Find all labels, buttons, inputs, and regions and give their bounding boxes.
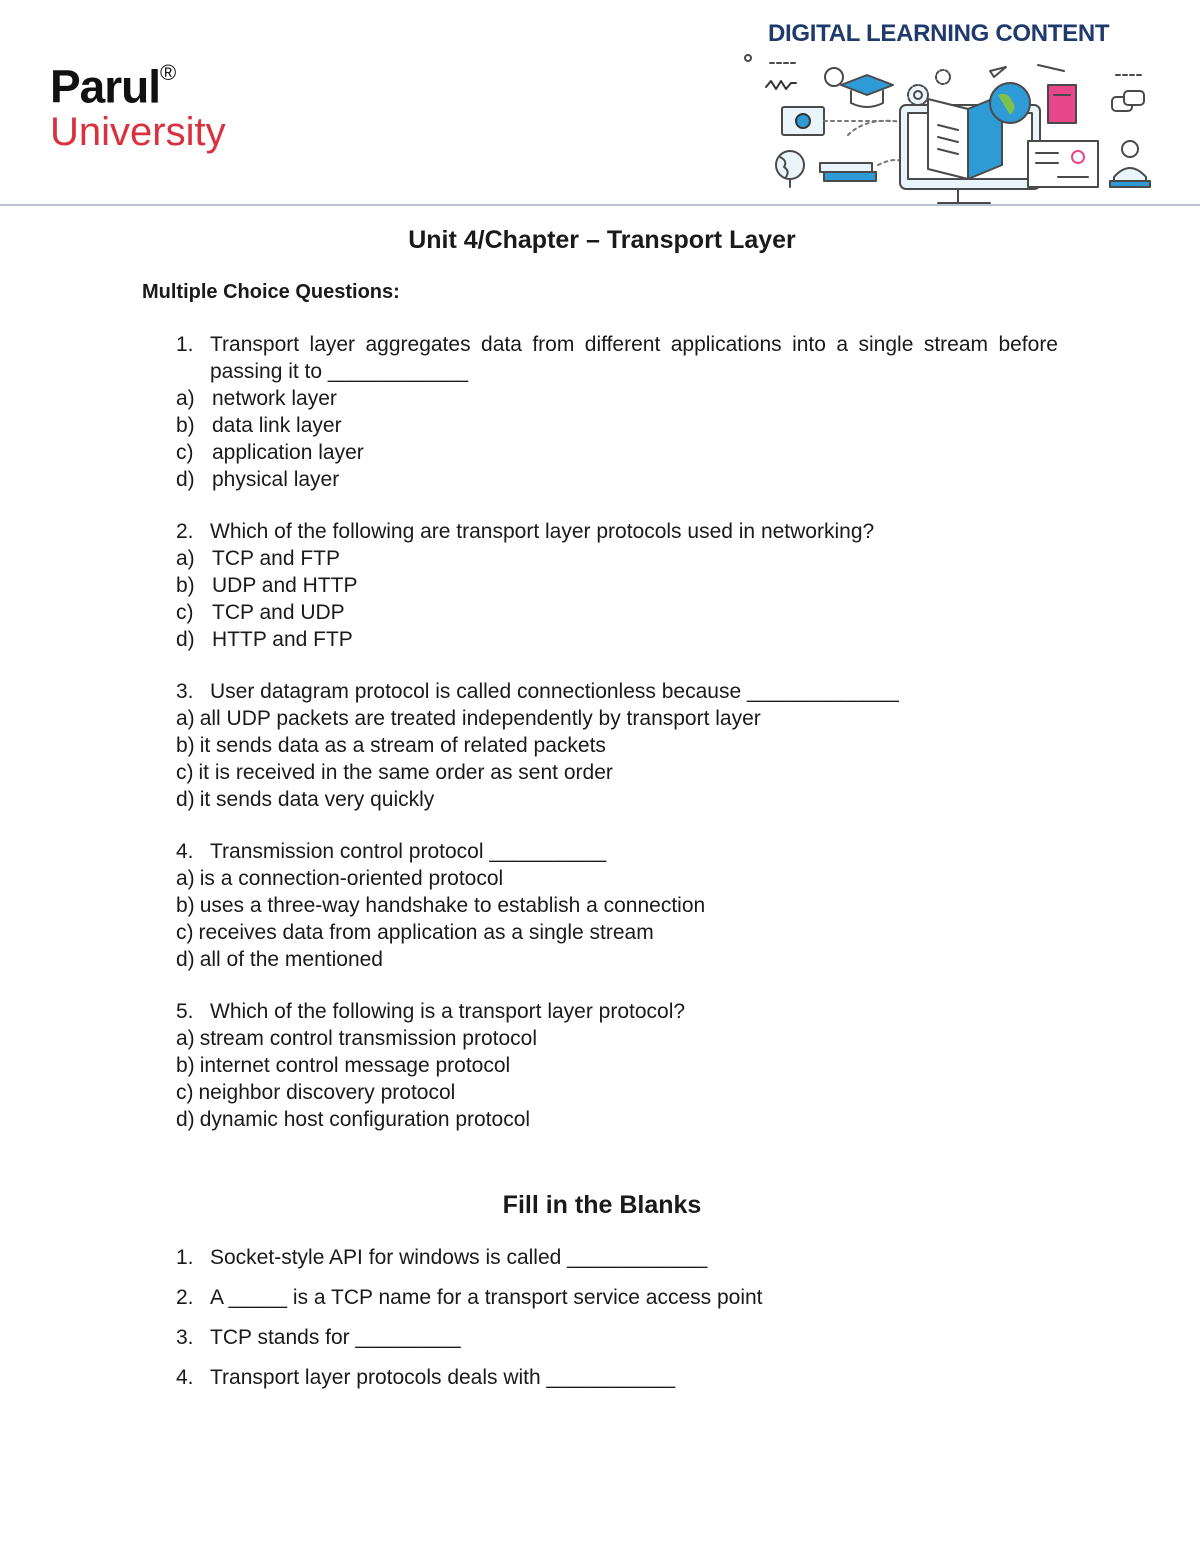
option-text: neighbor discovery protocol (198, 1081, 456, 1104)
answer-option (142, 1079, 1062, 1106)
fib-item (142, 1364, 1062, 1391)
fib-text: Transport layer protocols deals with ___________ (210, 1366, 676, 1389)
answer-option (142, 892, 1062, 919)
option-text: all of the mentioned (199, 948, 383, 971)
option-letter: a) (176, 867, 195, 890)
option-text: all UDP packets are treated independently by transport layer (199, 707, 761, 730)
option-text: it is received in the same order as sent order (198, 761, 613, 784)
question-stem (142, 518, 1062, 545)
answer-option (142, 466, 1062, 493)
option-text: internet control message protocol (199, 1054, 511, 1077)
answer-option (142, 1106, 1062, 1133)
mcq-list (142, 331, 1062, 1133)
dot-icon (745, 55, 751, 61)
option-letter: a) (176, 387, 195, 410)
option-letter: d) (176, 468, 195, 491)
fib-number: 4. (176, 1366, 194, 1389)
option-letter: d) (176, 788, 195, 811)
answer-option (142, 786, 1062, 813)
mcq-heading: Multiple Choice Questions: (142, 281, 400, 303)
books-stack-icon (820, 163, 876, 181)
question-stem (142, 998, 1062, 1025)
answer-option (142, 919, 1062, 946)
logo-subtitle: University (50, 110, 226, 155)
question-text: Transport layer aggregates data from different applications into a single stream before passing it to ____________ (210, 333, 1058, 383)
option-letter: a) (176, 707, 195, 730)
option-letter: d) (176, 1108, 195, 1131)
question-text: Which of the following is a transport layer protocol? (210, 1000, 686, 1023)
option-letter: c) (176, 761, 194, 784)
question-number: 2. (176, 520, 194, 543)
answer-option (142, 759, 1062, 786)
mcq-question (142, 518, 1062, 653)
option-letter: c) (176, 601, 194, 624)
question-stem (142, 331, 1062, 385)
answer-option (142, 412, 1062, 439)
certificate-icon (1028, 141, 1098, 187)
registered-mark: ® (160, 60, 176, 85)
answer-option (142, 626, 1062, 653)
option-text: receives data from application as a single stream (198, 921, 654, 944)
option-letter: d) (176, 948, 195, 971)
answer-option (142, 946, 1062, 973)
option-letter: b) (176, 414, 195, 437)
option-text: uses a three-way handshake to establish a connection (199, 894, 706, 917)
answer-option (142, 572, 1062, 599)
logo-brand-name (50, 55, 226, 113)
notebook-icon (1048, 85, 1076, 123)
answer-option (142, 599, 1062, 626)
option-text: dynamic host configuration protocol (199, 1108, 531, 1131)
person-icon (1110, 141, 1150, 187)
option-text: it sends data as a stream of related packets (199, 734, 606, 757)
page-title: Unit 4/Chapter – Transport Layer (408, 226, 796, 254)
option-text: TCP and UDP (212, 601, 345, 624)
option-letter: c) (176, 921, 194, 944)
header-divider (0, 204, 1200, 206)
mcq-question (142, 998, 1062, 1133)
pencil-icon (990, 67, 1006, 77)
fib-number: 1. (176, 1246, 194, 1269)
brand-name: Parul (50, 60, 161, 113)
option-text: HTTP and FTP (212, 628, 353, 651)
answer-option (142, 865, 1062, 892)
fib-item (142, 1244, 1062, 1271)
option-letter: d) (176, 628, 195, 651)
fib-list (142, 1244, 1062, 1391)
mcq-question (142, 678, 1062, 813)
answer-option (142, 705, 1062, 732)
globe-icon (776, 151, 804, 187)
option-text: stream control transmission protocol (199, 1027, 537, 1050)
mcq-question (142, 838, 1062, 973)
question-stem (142, 838, 1062, 865)
fib-text: Socket-style API for windows is called ____________ (210, 1246, 708, 1269)
fib-number: 2. (176, 1286, 194, 1309)
question-text: Which of the following are transport layer protocols used in networking? (210, 520, 875, 543)
document-body (142, 220, 1062, 1391)
answer-option (142, 1025, 1062, 1052)
option-letter: c) (176, 1081, 194, 1104)
option-text: data link layer (212, 414, 342, 437)
dash-line (1038, 65, 1064, 71)
banner-title: DIGITAL LEARNING CONTENT (768, 20, 1110, 47)
option-letter: a) (176, 547, 195, 570)
answer-option (142, 1052, 1062, 1079)
option-text: it sends data very quickly (199, 788, 435, 811)
answer-option (142, 545, 1062, 572)
fib-number: 3. (176, 1326, 194, 1349)
question-number: 4. (176, 840, 194, 863)
option-letter: b) (176, 894, 195, 917)
wave-icon (766, 81, 796, 89)
option-letter: c) (176, 441, 194, 464)
fib-text: TCP stands for _________ (210, 1326, 461, 1349)
answer-option (142, 439, 1062, 466)
video-icon (782, 107, 824, 135)
option-text: application layer (212, 441, 364, 464)
fib-item (142, 1324, 1062, 1351)
question-text: User datagram protocol is called connectionless because _____________ (210, 680, 899, 703)
question-stem (142, 678, 1062, 705)
university-logo (50, 55, 226, 154)
question-number: 5. (176, 1000, 194, 1023)
fib-item (142, 1284, 1062, 1311)
option-text: network layer (212, 387, 337, 410)
option-text: is a connection-oriented protocol (199, 867, 504, 890)
fib-heading: Fill in the Blanks (502, 1191, 702, 1219)
question-number: 3. (176, 680, 194, 703)
fib-text: A _____ is a TCP name for a transport service access point (210, 1286, 763, 1309)
world-icon (990, 83, 1030, 123)
mcq-question (142, 331, 1062, 493)
connector-lines (824, 121, 908, 165)
option-text: UDP and HTTP (212, 574, 358, 597)
option-letter: b) (176, 574, 195, 597)
option-letter: b) (176, 734, 195, 757)
question-number: 1. (176, 333, 194, 356)
option-text: TCP and FTP (212, 547, 340, 570)
option-text: physical layer (212, 468, 340, 491)
question-text: Transmission control protocol __________ (210, 840, 607, 863)
chat-bubbles-icon (1112, 75, 1144, 111)
graduation-cap-icon (825, 68, 893, 107)
answer-option (142, 385, 1062, 412)
option-letter: b) (176, 1054, 195, 1077)
answer-option (142, 732, 1062, 759)
option-letter: a) (176, 1027, 195, 1050)
digital-learning-illustration (728, 45, 1168, 205)
